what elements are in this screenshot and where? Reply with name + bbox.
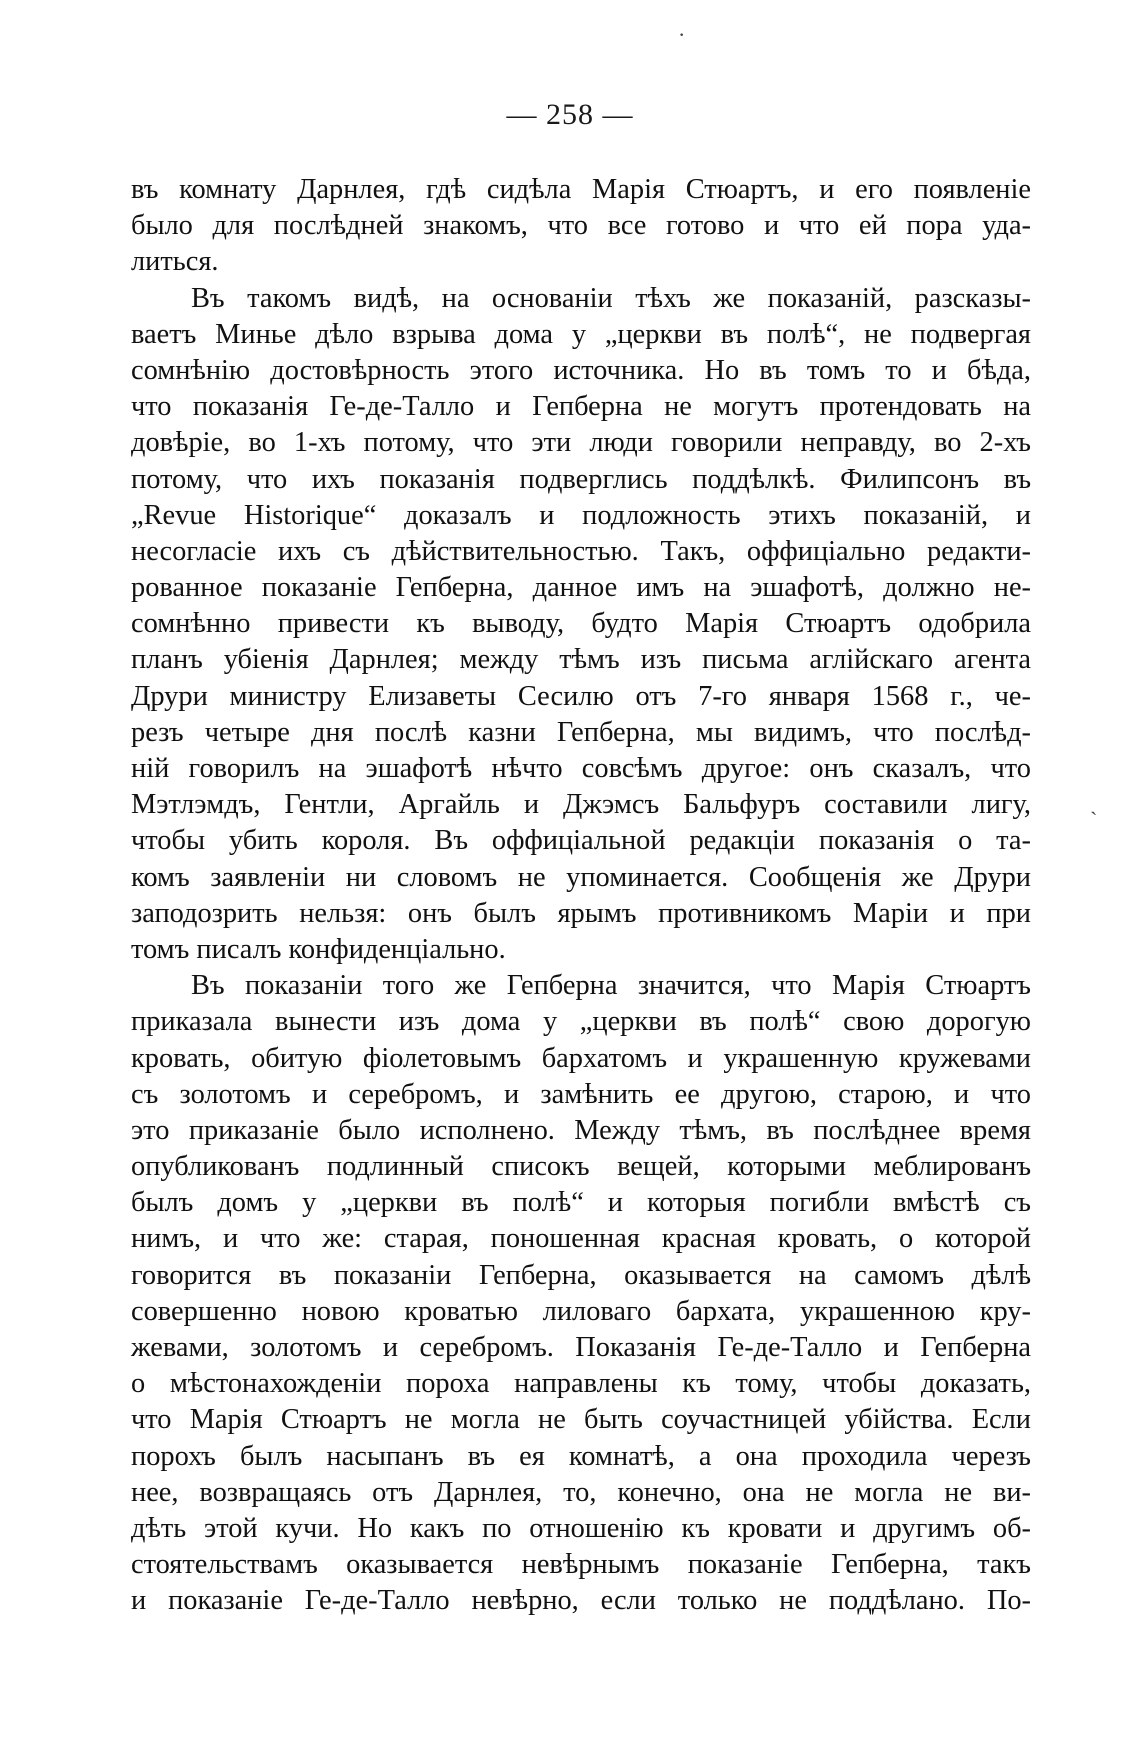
text-line: въ комнату Дарнлея, гдѣ сидѣла Марія Стюартъ, и его появленіе [131,174,1031,205]
text-line: былъ домъ у „церкви въ полѣ“ и которыя погибли вмѣстѣ съ [131,1187,1031,1219]
paragraph [131,281,1031,969]
text-line: „Revue Historique“ доказалъ и подложность этихъ показаній, и [131,499,1031,531]
text-line: нее, возвращаясь отъ Дарнлея, то, конечно, она не могла не ви- [131,1476,1031,1508]
text-line: Въ такомъ видѣ, на основаніи тѣхъ же показаній, разсказы- [191,282,1031,314]
body-text [131,172,1031,1620]
text-line: жевами, золотомъ и серебромъ. Показанія Ге-де-Талло и Гепберна [131,1332,1031,1363]
text-line: нимъ, и что же: старая, поношенная красная кровать, о которой [131,1223,1031,1255]
paragraph [131,172,1031,281]
text-line: что Марія Стюартъ не могла не быть соучастницей убійства. Если [131,1404,1031,1436]
margin-tick: ˏ [1090,790,1098,815]
paragraph [131,968,1031,1619]
text-line: опубликованъ подлинный списокъ вещей, которыми меблированъ [131,1151,1031,1183]
text-line: Въ показаніи того же Гепберна значится, что Марія Стюартъ [191,970,1031,1002]
text-line: планъ убіенія Дарнлея; между тѣмъ изъ письма аглійскаго агента [131,644,1031,676]
margin-dot: · [678,22,686,47]
text-line: рованное показаніе Гепберна, данное имъ на эшафотѣ, должно не- [131,572,1031,604]
text-line: съ золотомъ и серебромъ, и замѣнить ее другою, старою, и что [131,1078,1031,1110]
text-line: ваетъ Минье дѣло взрыва дома у „церкви въ полѣ“, не подвергая [131,318,1031,350]
text-line: несогласіе ихъ съ дѣйствительностью. Такъ, оффиціально редакти- [131,535,1031,567]
text-line: и показаніе Ге-де-Талло невѣрно, если только не поддѣлано. По- [131,1585,1031,1617]
text-line: резъ четыре дня послѣ казни Гепберна, мы видимъ, что послѣд- [131,716,1031,748]
text-line: было для послѣдней знакомъ, что все готово и что ей пора уда- [131,210,1031,242]
text-line: потому, что ихъ показанія подверглись поддѣлкѣ. Филипсонъ въ [131,463,1031,495]
text-line: чтобы убить короля. Въ оффиціальной редакціи показанія о та- [131,825,1031,857]
text-line: о мѣстонахожденіи пороха направлены къ тому, чтобы доказать, [131,1368,1031,1400]
text-line: комъ заявленіи ни словомъ не упоминается. Сообщенія же Друри [131,861,1031,893]
text-line: ній говорилъ на эшафотѣ нѣчто совсѣмъ другое: онъ сказалъ, что [131,753,1031,784]
text-line: сомнѣнно привести къ выводу, будто Марія Стюартъ одобрила [131,608,1031,640]
text-line: Мэтлэмдъ, Гентли, Аргайль и Джэмсъ Бальфуръ составили лигу, [131,789,1031,821]
text-line: томъ писалъ конфиденціально. [131,933,506,965]
text-line: говорится въ показаніи Гепберна, оказывается на самомъ дѣлѣ [131,1259,1031,1291]
text-line: стоятельствамъ оказывается невѣрнымъ показаніе Гепберна, такъ [131,1549,1031,1581]
text-line: приказала вынести изъ дома у „церкви въ полѣ“ свою дорогую [131,1006,1031,1038]
text-line: сомнѣнію достовѣрность этого источника. Но въ томъ то и бѣда, [131,354,1031,386]
text-line: литься. [131,246,219,278]
text-line: кровать, обитую фіолетовымъ бархатомъ и украшенную кружевами [131,1042,1031,1074]
text-line: это приказаніе было исполнено. Между тѣмъ, въ послѣднее время [131,1114,1031,1146]
text-line: заподозрить нельзя: онъ былъ ярымъ противникомъ Маріи и при [131,897,1031,929]
text-line: Друри министру Елизаветы Сесилю отъ 7-го января 1568 г., че- [131,680,1031,712]
text-line: совершенно новою кроватью лиловаго бархата, украшенною кру- [131,1295,1031,1327]
text-line: что показанія Ге-де-Талло и Гепберна не могутъ протендовать на [131,391,1031,423]
text-line: довѣріе, во 1-хъ потому, что эти люди говорили неправду, во 2-хъ [131,427,1031,459]
text-line: порохъ былъ насыпанъ въ ея комнатѣ, а она проходила черезъ [131,1440,1031,1472]
page-number: — 258 — [506,98,634,131]
text-line: дѣть этой кучи. Но какъ по отношенію къ кровати и другимъ об- [131,1512,1031,1544]
